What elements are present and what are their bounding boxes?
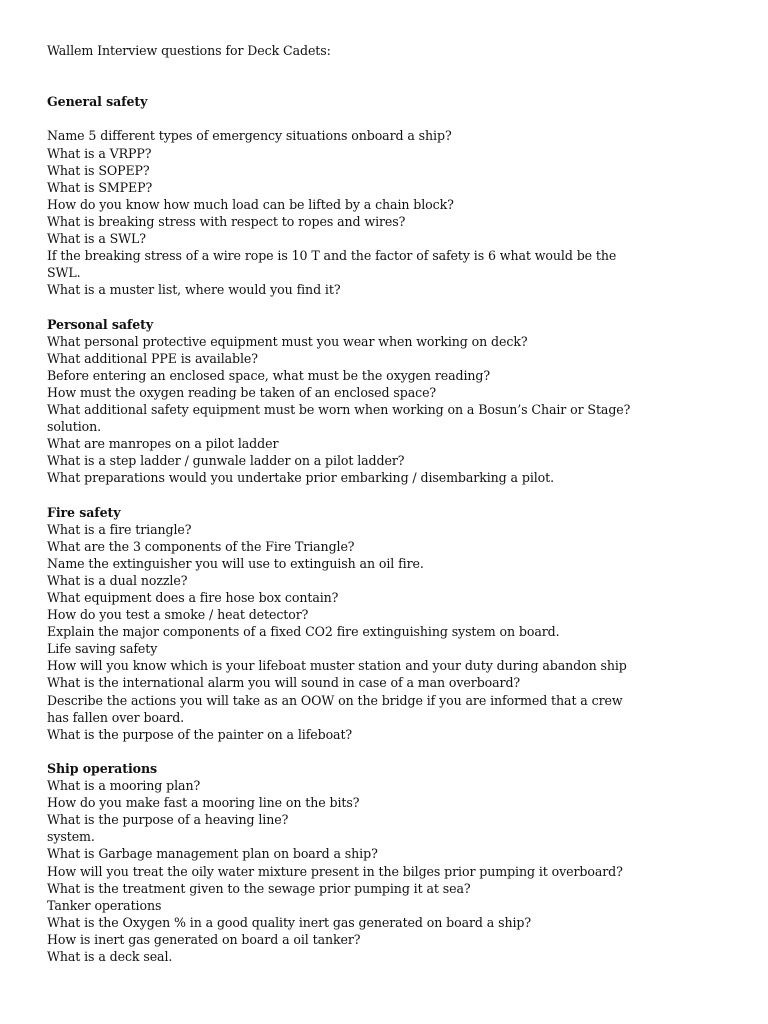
question-line: What is SOPEP? — [47, 162, 150, 178]
question-line: How do you test a smoke / heat detector? — [47, 607, 309, 623]
subsection-label-life-saving: Life saving safety — [47, 641, 158, 657]
question-line: What preparations would you undertake prior embarking / disembarking a pilot. — [47, 470, 555, 486]
question-line: Explain the major components of a fixed CO2 fire extinguishing system on board. — [47, 624, 560, 640]
section-heading-general-safety: General safety — [47, 94, 148, 110]
document-page — [47, 42, 737, 965]
question-line: What personal protective equipment must you wear when working on deck? — [47, 333, 528, 349]
question-line: What is breaking stress with respect to ropes and wires? — [47, 213, 406, 229]
question-line: What is a fire triangle? — [47, 521, 192, 537]
question-line: What is the purpose of a heaving line? — [47, 812, 289, 828]
spacer — [47, 59, 737, 93]
question-line: What additional PPE is available? — [47, 350, 258, 366]
question-line: What is a muster list, where would you find it? — [47, 282, 341, 298]
question-line: system. — [47, 829, 95, 845]
question-line: Before entering an enclosed space, what must be the oxygen reading? — [47, 367, 491, 383]
question-line: What equipment does a fire hose box contain? — [47, 590, 339, 605]
question-line: What is the purpose of the painter on a lifeboat? — [47, 726, 353, 742]
question-line: What is a SWL? — [47, 231, 146, 247]
spacer — [47, 743, 737, 760]
question-line: How will you treat the oily water mixture present in the bilges prior pumping it overboard? — [47, 863, 623, 879]
question-line: What is a step ladder / gunwale ladder on a pilot ladder? — [47, 453, 405, 469]
section-heading-personal-safety: Personal safety — [47, 316, 154, 332]
spacer — [47, 298, 737, 315]
section-heading-ship-operations: Ship operations — [47, 760, 157, 776]
question-line: has fallen over board. — [47, 709, 185, 725]
question-line: What is the Oxygen % in a good quality inert gas generated on board a ship? — [47, 914, 532, 930]
subsection-label-tanker-operations: Tanker operations — [47, 897, 162, 913]
question-line: solution. — [47, 419, 102, 435]
question-line: Describe the actions you will take as an OOW on the bridge if you are informed that a crew — [47, 692, 623, 708]
question-line: What additional safety equipment must be worn when working on a Bosun’s Chair or Stage? — [47, 401, 631, 417]
question-line: What is Garbage management plan on board a ship? — [47, 846, 378, 862]
question-line: Name 5 different types of emergency situations onboard a ship? — [47, 128, 452, 144]
question-line: How is inert gas generated on board a oil tanker? — [47, 931, 361, 947]
question-line: What is the international alarm you will sound in case of a man overboard? — [47, 675, 521, 691]
question-line: What is a VRPP? — [47, 145, 152, 161]
question-line: How do you make fast a mooring line on the bits? — [47, 795, 360, 811]
spacer — [47, 486, 737, 503]
question-line: What is the treatment given to the sewage prior pumping it at sea? — [47, 880, 471, 896]
question-line: What is a deck seal. — [47, 948, 173, 964]
question-line: What is a mooring plan? — [47, 778, 201, 794]
question-line: SWL. — [47, 265, 81, 281]
question-line: What is a dual nozzle? — [47, 572, 188, 588]
question-line: If the breaking stress of a wire rope is 10 T and the factor of safety is 6 what would be the — [47, 248, 617, 264]
question-line: Name the extinguisher you will use to extinguish an oil fire. — [47, 555, 424, 571]
question-line: How do you know how much load can be lifted by a chain block? — [47, 196, 454, 212]
spacer — [47, 110, 737, 127]
question-line: What are the 3 components of the Fire Triangle? — [47, 538, 355, 554]
document-title: Wallem Interview questions for Deck Cadets: — [47, 43, 331, 58]
question-line: How must the oxygen reading be taken of an enclosed space? — [47, 384, 437, 400]
section-heading-fire-safety: Fire safety — [47, 504, 121, 520]
question-line: What is SMPEP? — [47, 179, 153, 195]
question-line: What are manropes on a pilot ladder — [47, 436, 279, 452]
question-line: How will you know which is your lifeboat muster station and your duty during abandon ship — [47, 658, 627, 674]
